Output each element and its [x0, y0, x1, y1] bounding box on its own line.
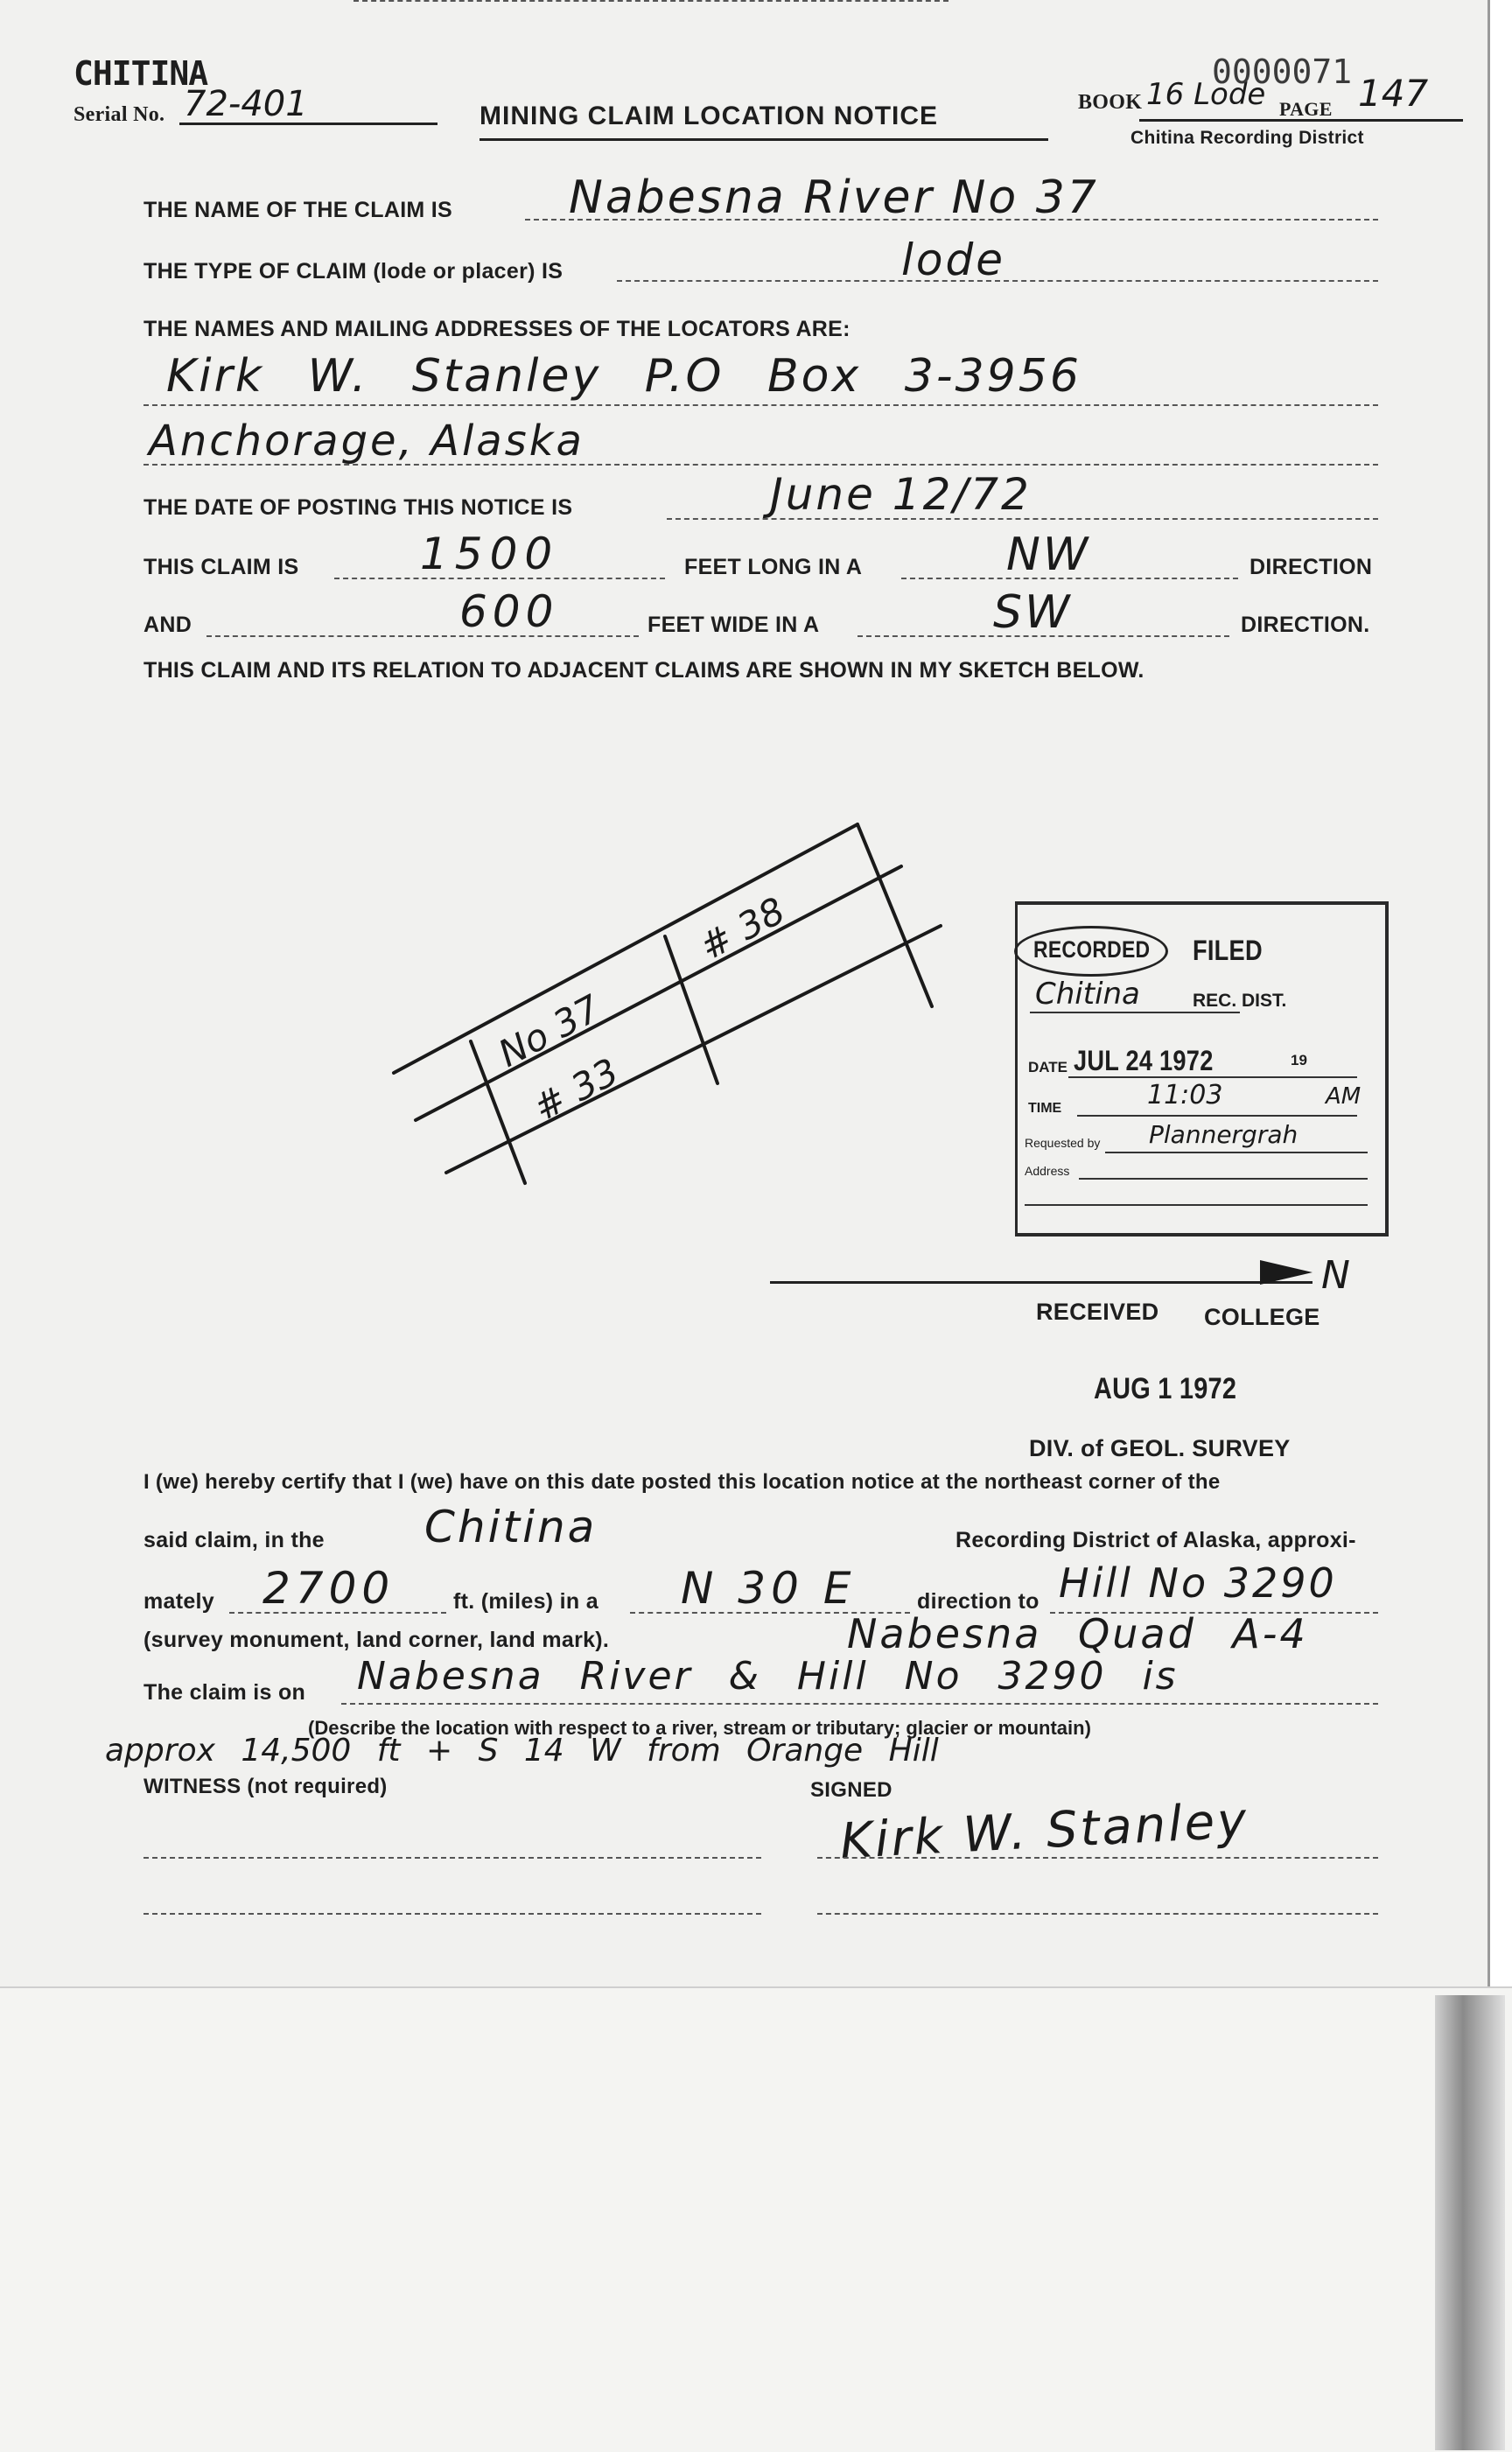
witness-line-2 [144, 1913, 761, 1915]
claim-name-line [525, 219, 1378, 221]
witness-label: WITNESS (not required) [144, 1775, 388, 1798]
serial-value: 72-401 [184, 84, 308, 124]
signed-label: SIGNED [810, 1778, 892, 1802]
rec-dist-line [1030, 1012, 1240, 1013]
claim-type-value: lode [901, 235, 1005, 285]
locator-line2: Anchorage, Alaska [149, 417, 584, 466]
sketch-divider-right [858, 824, 932, 1006]
page-value: 147 [1358, 72, 1429, 115]
quad-value: Nabesna Quad A-4 [847, 1610, 1308, 1657]
claim-is-label: THIS CLAIM IS [144, 555, 299, 579]
signed-line-1 [817, 1857, 1378, 1859]
rec-dist-label: REC. DIST. [1193, 991, 1287, 1011]
lower-paper [0, 1986, 1512, 2452]
recorded-text: RECORDED [1033, 936, 1151, 963]
north-marker: N [1321, 1253, 1350, 1298]
time-value: 11:03 [1147, 1080, 1223, 1110]
posting-date-label: THE DATE OF POSTING THIS NOTICE IS [144, 495, 573, 520]
describe-label: (Describe the location with respect to a river, stream or tributary; glacier or mountain) [308, 1717, 1091, 1739]
posting-date-value: June 12/72 [770, 469, 1032, 520]
am-pm: AM [1326, 1083, 1362, 1110]
length-direction-line [901, 578, 1238, 579]
address-line [1079, 1178, 1368, 1180]
claim-sketch [368, 805, 998, 1225]
length-direction: NW [1006, 529, 1091, 581]
cert-district-value: Chitina [424, 1502, 598, 1552]
approx-value: approx 14,500 ft + S 14 W from Orange Hill [105, 1733, 939, 1769]
bearing-value: N 30 E [681, 1563, 857, 1614]
direction-label-2: DIRECTION. [1241, 613, 1370, 637]
paper-edge-shadow [1435, 1995, 1505, 2450]
length-line [334, 578, 665, 579]
claim-name-value: Nabesna River No 37 [569, 172, 1099, 224]
sketch-label: THIS CLAIM AND ITS RELATION TO ADJACENT CLAIMS ARE SHOWN IN MY SKETCH BELOW. [144, 658, 1144, 683]
time-label: TIME [1028, 1101, 1062, 1116]
locator-line2-rule [144, 464, 1378, 466]
locators-label: THE NAMES AND MAILING ADDRESSES OF THE LOCATORS ARE: [144, 317, 850, 341]
district-stamp: CHITINA [74, 54, 208, 93]
distance-value: 2700 [262, 1563, 396, 1614]
book-label: BOOK [1078, 91, 1143, 114]
address-line-2 [1025, 1204, 1368, 1206]
direction-to-label: direction to [917, 1589, 1040, 1614]
direction-label: DIRECTION [1250, 555, 1373, 579]
serial-label: Serial No. [74, 103, 165, 126]
book-underline [1139, 119, 1463, 122]
date-line [1068, 1076, 1357, 1078]
survey-label: (survey monument, land corner, land mark). [144, 1628, 610, 1652]
claim-type-line [617, 280, 1378, 282]
college-text: COLLEGE [1204, 1304, 1320, 1330]
ft-label: ft. (miles) in a [453, 1589, 598, 1614]
sketch-line-top [394, 824, 858, 1073]
title-rule [480, 138, 1048, 141]
received-date: AUG 1 1972 [1094, 1372, 1237, 1405]
feet-wide-label: FEET WIDE IN A [648, 613, 820, 637]
recording-district-label: Recording District of Alaska, approxi- [956, 1528, 1356, 1552]
witness-line-1 [144, 1857, 761, 1859]
year-suffix: 19 [1291, 1052, 1307, 1068]
said-claim-label: said claim, in the [144, 1528, 325, 1552]
requested-value: Plannergrah [1149, 1120, 1298, 1149]
signature: Kirk W. Stanley [838, 1791, 1250, 1871]
sketch-label-33: # 33 [526, 1049, 626, 1130]
book-value: 16 Lode [1146, 77, 1266, 112]
serial-underline [179, 123, 438, 125]
date-label: DATE [1028, 1059, 1068, 1075]
sketch-label-38: # 38 [692, 888, 792, 969]
width-direction: SW [993, 586, 1073, 639]
doc-number: 0000071 [1212, 53, 1353, 91]
address-label: Address [1025, 1164, 1070, 1178]
rec-dist-value: Chitina [1035, 977, 1140, 1012]
requested-line [1105, 1152, 1368, 1153]
cert-line1: I (we) hereby certify that I (we) have on this date posted this location notice at the northeast corner of the [144, 1470, 1221, 1494]
page-title: MINING CLAIM LOCATION NOTICE [480, 102, 939, 130]
page-label: PAGE [1279, 98, 1333, 120]
cert-district-line [354, 0, 948, 2]
landmark-value: Hill No 3290 [1059, 1559, 1337, 1607]
width-value: 600 [459, 586, 559, 637]
mately-label: mately [144, 1589, 215, 1614]
time-line [1077, 1115, 1357, 1117]
locator-line1-rule [144, 404, 1378, 406]
district-caption: Chitina Recording District [1130, 128, 1364, 148]
filed-text: FILED [1193, 935, 1263, 966]
date-value: JUL 24 1972 [1074, 1045, 1214, 1076]
and-label: AND [144, 613, 192, 637]
signed-line-2 [817, 1913, 1378, 1915]
locator-line1: Kirk W. Stanley P.O Box 3-3956 [166, 350, 1082, 403]
requested-label: Requested by [1025, 1136, 1101, 1150]
sketch-line-mid [416, 866, 901, 1120]
claim-type-label: THE TYPE OF CLAIM (lode or placer) IS [144, 259, 564, 284]
claim-on-value: Nabesna River & Hill No 3290 is [357, 1654, 1179, 1699]
north-arrow-line [770, 1281, 1312, 1284]
length-value: 1500 [420, 529, 560, 579]
posting-date-line [667, 518, 1378, 520]
north-arrow-head [1260, 1260, 1312, 1285]
filed-stamp [1015, 901, 1389, 1237]
claim-on-line [341, 1703, 1378, 1705]
received-text: RECEIVED [1036, 1299, 1159, 1325]
width-line [206, 635, 639, 637]
sketch-label-37: No 37 [491, 986, 608, 1075]
claim-on-label: The claim is on [144, 1680, 306, 1705]
distance-line [229, 1612, 446, 1614]
division-text: DIV. of GEOL. SURVEY [1029, 1435, 1291, 1461]
feet-long-label: FEET LONG IN A [684, 555, 863, 579]
claim-name-label: THE NAME OF THE CLAIM IS [144, 198, 453, 222]
width-direction-line [858, 635, 1229, 637]
